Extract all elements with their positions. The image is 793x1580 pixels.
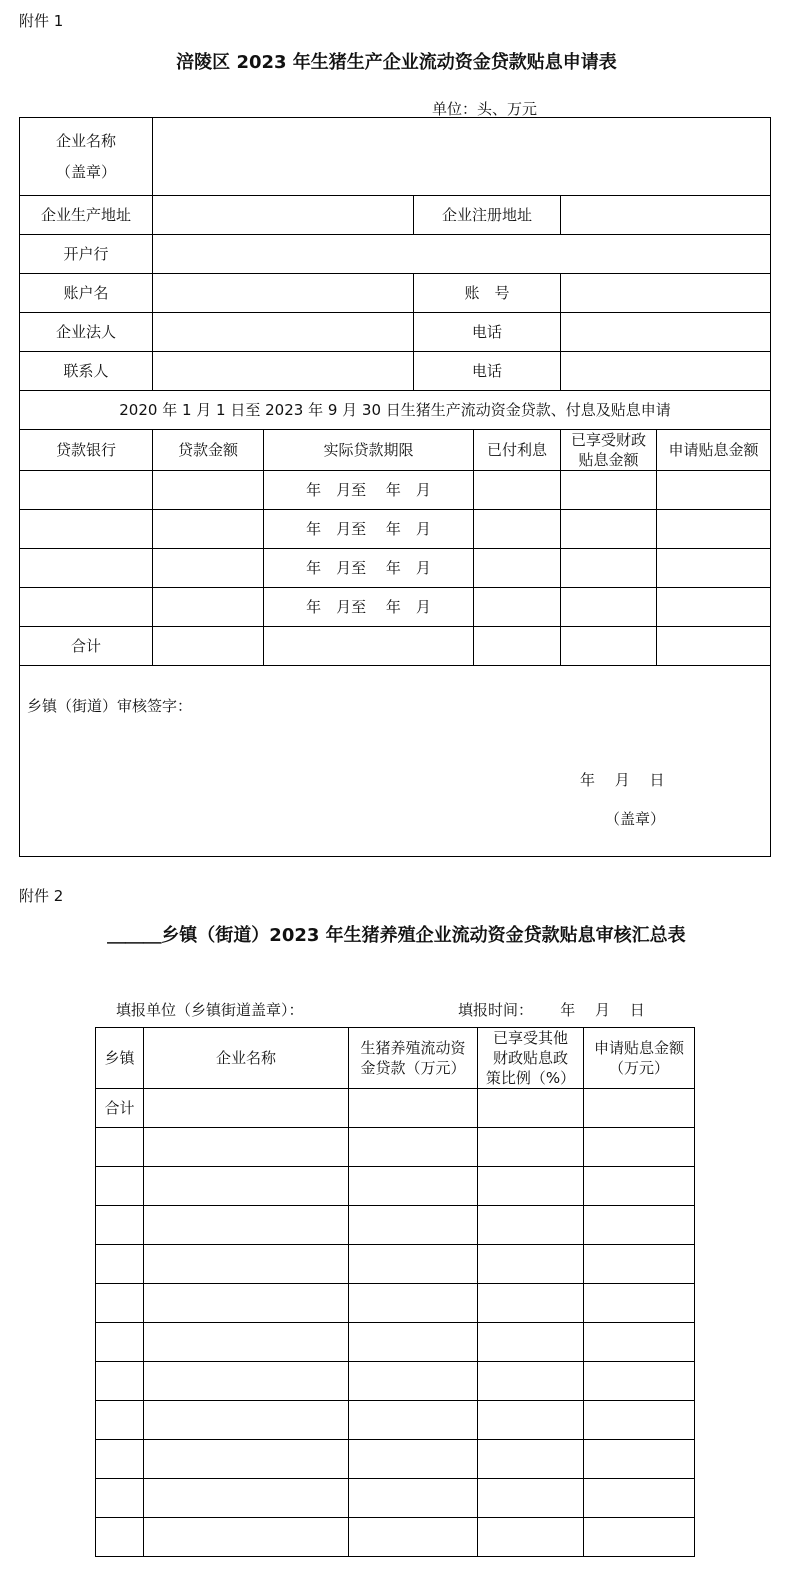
total-label: 合计	[20, 627, 153, 666]
summary-row	[96, 1284, 695, 1323]
period-heading: 2020 年 1 月 1 日至 2023 年 9 月 30 日生猪生产流动资金贷款、付息及贴息申请	[20, 391, 771, 430]
loan-bank-header: 贷款银行	[20, 430, 153, 471]
legal-person-field[interactable]	[153, 313, 414, 352]
bank-field[interactable]	[153, 235, 771, 274]
subsidy-requested-header: 申请贴息金额	[657, 430, 771, 471]
summary-row	[96, 1518, 695, 1557]
registered-address-field[interactable]	[561, 196, 771, 235]
fill-time-label: 填报时间： 年 月 日	[458, 1001, 645, 1019]
summary-row	[96, 1167, 695, 1206]
attachment-1-label: 附件 1	[19, 12, 64, 30]
contact-phone-label: 电话	[414, 352, 561, 391]
loan-row	[20, 549, 771, 588]
loan-period-header: 实际贷款期限	[264, 430, 474, 471]
interest-paid-header: 已付利息	[474, 430, 561, 471]
summary-row	[96, 1128, 695, 1167]
review-date: 年 月 日	[580, 771, 665, 789]
subsidy-enjoyed-header: 已享受财政 贴息金额	[561, 430, 657, 471]
legal-person-label: 企业法人	[20, 313, 153, 352]
loan-amount-header: 生猪养殖流动资 金贷款（万元）	[349, 1028, 478, 1089]
unit-label: 单位：头、万元	[432, 100, 538, 118]
subsidy-ratio-header: 已享受其他 财政贴息政 策比例（%）	[478, 1028, 584, 1089]
bank-label: 开户行	[20, 235, 153, 274]
contact-phone-field[interactable]	[561, 352, 771, 391]
town-header: 乡镇	[96, 1028, 144, 1089]
contact-label: 联系人	[20, 352, 153, 391]
summary-table	[95, 1027, 695, 1557]
loan-amount-header: 贷款金额	[153, 430, 264, 471]
account-no-field[interactable]	[561, 274, 771, 313]
contact-field[interactable]	[153, 352, 414, 391]
account-name-label: 账户名	[20, 274, 153, 313]
review-signature-area[interactable]	[20, 666, 771, 857]
form-title: 涪陵区 2023 年生猪生产企业流动资金贷款贴息申请表	[176, 52, 617, 73]
attachment-2-label: 附件 2	[19, 887, 64, 905]
summary-row	[96, 1206, 695, 1245]
review-seal: （盖章）	[605, 810, 666, 828]
requested-subsidy-header: 申请贴息金额 （万元）	[584, 1028, 695, 1089]
phone-label: 电话	[414, 313, 561, 352]
summary-row	[96, 1401, 695, 1440]
summary-row	[96, 1245, 695, 1284]
summary-total-label: 合计	[96, 1089, 144, 1128]
loan-row	[20, 588, 771, 627]
summary-title: ＿＿＿乡镇（街道）2023 年生猪养殖企业流动资金贷款贴息审核汇总表	[107, 925, 686, 946]
production-address-label: 企业生产地址	[20, 196, 153, 235]
loan-row	[20, 471, 771, 510]
loan-period-cell[interactable]: 年 月至 年 月	[264, 549, 474, 588]
loan-period-cell[interactable]: 年 月至 年 月	[264, 588, 474, 627]
summary-row	[96, 1362, 695, 1401]
account-no-label: 账 号	[414, 274, 561, 313]
fill-unit-label: 填报单位（乡镇街道盖章）：	[116, 1001, 304, 1019]
company-header: 企业名称	[144, 1028, 349, 1089]
total-row	[20, 627, 771, 666]
account-name-field[interactable]	[153, 274, 414, 313]
company-name-label: 企业名称 （盖章）	[20, 118, 153, 196]
summary-total-row	[96, 1089, 695, 1128]
loan-period-cell[interactable]: 年 月至 年 月	[264, 510, 474, 549]
summary-row	[96, 1323, 695, 1362]
production-address-field[interactable]	[153, 196, 414, 235]
application-form-table	[19, 117, 771, 857]
review-signature-label: 乡镇（街道）审核签字：	[27, 697, 193, 715]
loan-period-cell[interactable]: 年 月至 年 月	[264, 471, 474, 510]
summary-row	[96, 1479, 695, 1518]
summary-row	[96, 1440, 695, 1479]
loan-row	[20, 510, 771, 549]
registered-address-label: 企业注册地址	[414, 196, 561, 235]
company-name-field[interactable]	[153, 118, 771, 196]
legal-person-phone-field[interactable]	[561, 313, 771, 352]
